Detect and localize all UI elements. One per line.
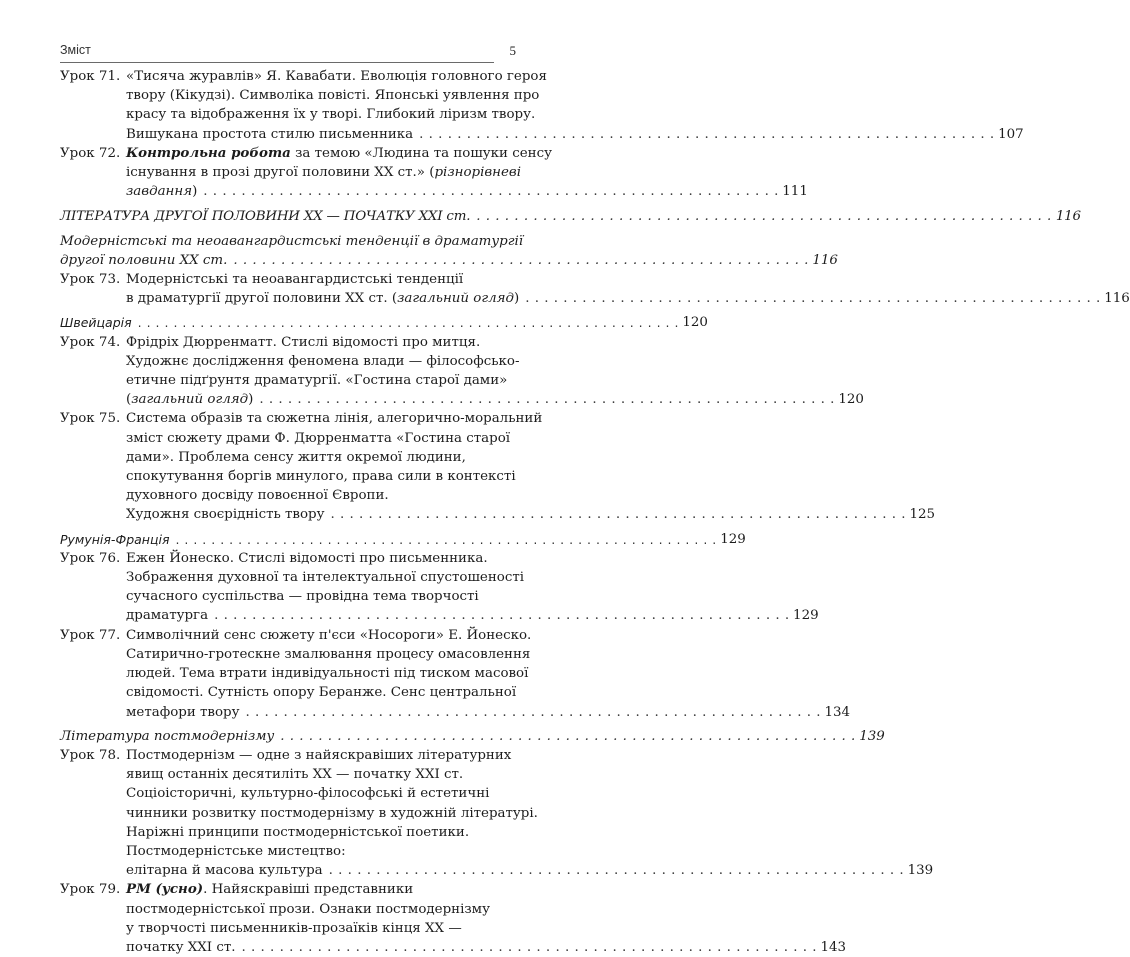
entry-page-number: 129: [720, 531, 746, 547]
entry-line: твору (Кікудзі). Символіка повісті. Японські уявлення про: [126, 88, 540, 104]
entry-line: Зображення духовної та інтелектуальної спустошеності: [126, 570, 525, 586]
entry-line: Соціоісторичні, культурно-філософські й естетичні: [126, 786, 490, 802]
lesson-label: Урок 79.: [60, 882, 121, 898]
entry-line: духовного досвіду повоєнної Європи.: [126, 488, 389, 504]
dot-leader: [203, 182, 779, 201]
toc-subsection-postmodernism[interactable]: [60, 727, 885, 746]
toc-entry-lesson-73[interactable]: [60, 270, 1130, 308]
toc-entry-lesson-77[interactable]: [60, 626, 851, 722]
toc-entry-lesson-76[interactable]: [60, 549, 819, 626]
entry-italic: завдання: [126, 184, 193, 200]
toc-entry-lesson-78[interactable]: [60, 746, 934, 880]
entry-page-number: 116: [1055, 209, 1081, 225]
section-title: Румунія-Франція: [60, 531, 170, 547]
entry-line: Фрідріх Дюрренматт. Стислі відомості про митця.: [126, 334, 481, 350]
entry-line: метафори твору: [126, 704, 240, 720]
entry-line: початку XXI ст.: [126, 939, 236, 955]
entry-line: ): [248, 392, 254, 408]
entry-page-number: 139: [907, 863, 934, 879]
entry-page-number: 143: [820, 939, 847, 955]
dot-leader: [246, 703, 822, 722]
entry-emphasis: Контрольна робота: [126, 144, 291, 161]
entry-line: сучасного суспільства — провідна тема творчості: [126, 589, 479, 605]
lesson-label: Урок 73.: [60, 272, 121, 288]
entry-line: зміст сюжету драми Ф. Дюрренматта «Гостина старої: [126, 430, 511, 446]
dot-leader: [214, 606, 790, 625]
entry-line: Художня своєрідність твору: [126, 507, 325, 523]
running-head: [60, 40, 520, 62]
entry-line: явищ останніх десятиліть XX — початку XXI ст.: [126, 767, 464, 783]
dot-leader: [331, 505, 907, 524]
lesson-label: Урок 75.: [60, 411, 121, 427]
entry-line: Символічний сенс сюжету п'єси «Носороги» Е. Йонеско.: [126, 627, 532, 643]
header-rule: [60, 62, 494, 63]
entry-emphasis: РМ (усно): [126, 881, 204, 898]
entry-page-number: 134: [824, 704, 851, 720]
lesson-label: Урок 72.: [60, 145, 121, 161]
entry-page-number: 120: [682, 315, 708, 331]
entry-line: Сатирично-гротескне змалювання процесу омасовлення: [126, 646, 531, 662]
entry-page-number: 120: [838, 392, 864, 408]
entry-line: ): [514, 291, 520, 307]
dot-leader: [525, 289, 1101, 308]
entry-italic: загальний огляд: [131, 392, 249, 408]
entry-line: Модерністські та неоавангардистські тенденції: [126, 272, 464, 288]
entry-page-number: 129: [793, 608, 819, 624]
entry-line: існування в прозі другої половини XX ст.» (: [126, 165, 435, 181]
entry-line: постмодерністської прози. Ознаки постмодернізму: [126, 901, 490, 917]
entry-page-number: 116: [1104, 291, 1130, 307]
section-title: Швейцарія: [60, 315, 132, 331]
toc-entry-lesson-75[interactable]: [60, 409, 936, 524]
entry-line: драматурга: [126, 608, 209, 624]
dot-leader: [329, 861, 905, 880]
page-number: 5: [509, 43, 516, 58]
entry-line: Ежен Йонеско. Стислі відомості про письменника.: [126, 550, 488, 566]
entry-line: етичне підґрунтя драматургії. «Гостина старої дами»: [126, 373, 508, 389]
dot-leader: [138, 313, 679, 332]
dot-leader: [233, 251, 809, 270]
lesson-label: Урок 77.: [60, 627, 121, 643]
entry-line: Постмодерністське мистецтво:: [126, 843, 346, 859]
entry-page-number: 116: [812, 252, 838, 268]
entry-line: Наріжні принципи постмодерністської поетики.: [126, 824, 470, 840]
entry-page-number: 111: [782, 184, 808, 200]
toc-entry-lesson-71[interactable]: [60, 67, 1024, 144]
toc-country-romania-france[interactable]: [60, 530, 746, 549]
entry-line: Система образів та сюжетна лінія, алегорично-моральний: [126, 411, 543, 427]
dot-leader: [259, 390, 835, 409]
entry-line: ): [192, 184, 198, 200]
lesson-label: Урок 74.: [60, 334, 121, 350]
entry-line: свідомості. Сутність опору Беранже. Сенс центральної: [126, 685, 517, 701]
section-title: другої половини XX ст.: [60, 252, 228, 268]
dot-leader: [419, 125, 995, 144]
toc-entry-lesson-79[interactable]: [60, 880, 847, 957]
table-of-contents: [60, 67, 1130, 957]
entry-page-number: 107: [998, 126, 1024, 142]
dot-leader: [175, 530, 716, 549]
toc-country-switzerland[interactable]: [60, 313, 708, 332]
entry-line: Художнє дослідження феномена влади — філософсько-: [126, 353, 520, 369]
entry-line: спокутування боргів минулого, права сили в контексті: [126, 469, 516, 485]
entry-line: в драматургії другої половини XX ст. (: [126, 291, 398, 307]
dot-leader: [476, 207, 1052, 226]
entry-italic: різнорівневі: [434, 165, 521, 181]
lesson-label: Урок 78.: [60, 747, 121, 763]
entry-line: дами». Проблема сенсу життя окремої людини,: [126, 449, 466, 465]
dot-leader: [280, 727, 856, 746]
entry-line: елітарна й масова культура: [126, 863, 323, 879]
section-title: Модерністські та неоавангардистські тенденції в драматургії: [60, 233, 524, 249]
entry-line: Постмодернізм — одне з найяскравіших літературних: [126, 747, 512, 763]
section-title: ЛІТЕРАТУРА ДРУГОЇ ПОЛОВИНИ XX — ПОЧАТКУ XXI ст.: [60, 209, 471, 225]
entry-line: у творчості письменників-прозаїків кінця XX —: [126, 920, 462, 936]
entry-page-number: 125: [909, 507, 936, 523]
entry-line: чинники розвитку постмодернізму в художній літературі.: [126, 805, 538, 821]
lesson-label: Урок 76.: [60, 550, 121, 566]
entry-line: . Найяскравіші представники: [203, 882, 414, 898]
section-title: Література постмодернізму: [60, 728, 275, 744]
dot-leader: [242, 938, 818, 957]
entry-line: за темою «Людина та пошуки сенсу: [290, 145, 552, 161]
entry-line: (: [126, 392, 132, 408]
entry-line: Вишукана простота стилю письменника: [126, 126, 414, 142]
entry-line: «Тисяча журавлів» Я. Кавабати. Еволюція головного героя: [126, 69, 547, 84]
entry-italic: загальний огляд: [397, 291, 514, 307]
entry-line: красу та відображення їх у творі. Глибокий ліризм твору.: [126, 107, 536, 123]
running-head-title: Зміст: [60, 43, 91, 57]
toc-section-major[interactable]: [60, 207, 1081, 226]
entry-page-number: 139: [859, 728, 885, 744]
lesson-label: Урок 71.: [60, 69, 121, 84]
entry-line: людей. Тема втрати індивідуальності під тиском масової: [126, 666, 529, 682]
toc-entry-lesson-74[interactable]: [60, 333, 864, 410]
toc-entry-lesson-72[interactable]: [60, 144, 808, 202]
toc-subsection-modernism[interactable]: [60, 232, 838, 270]
